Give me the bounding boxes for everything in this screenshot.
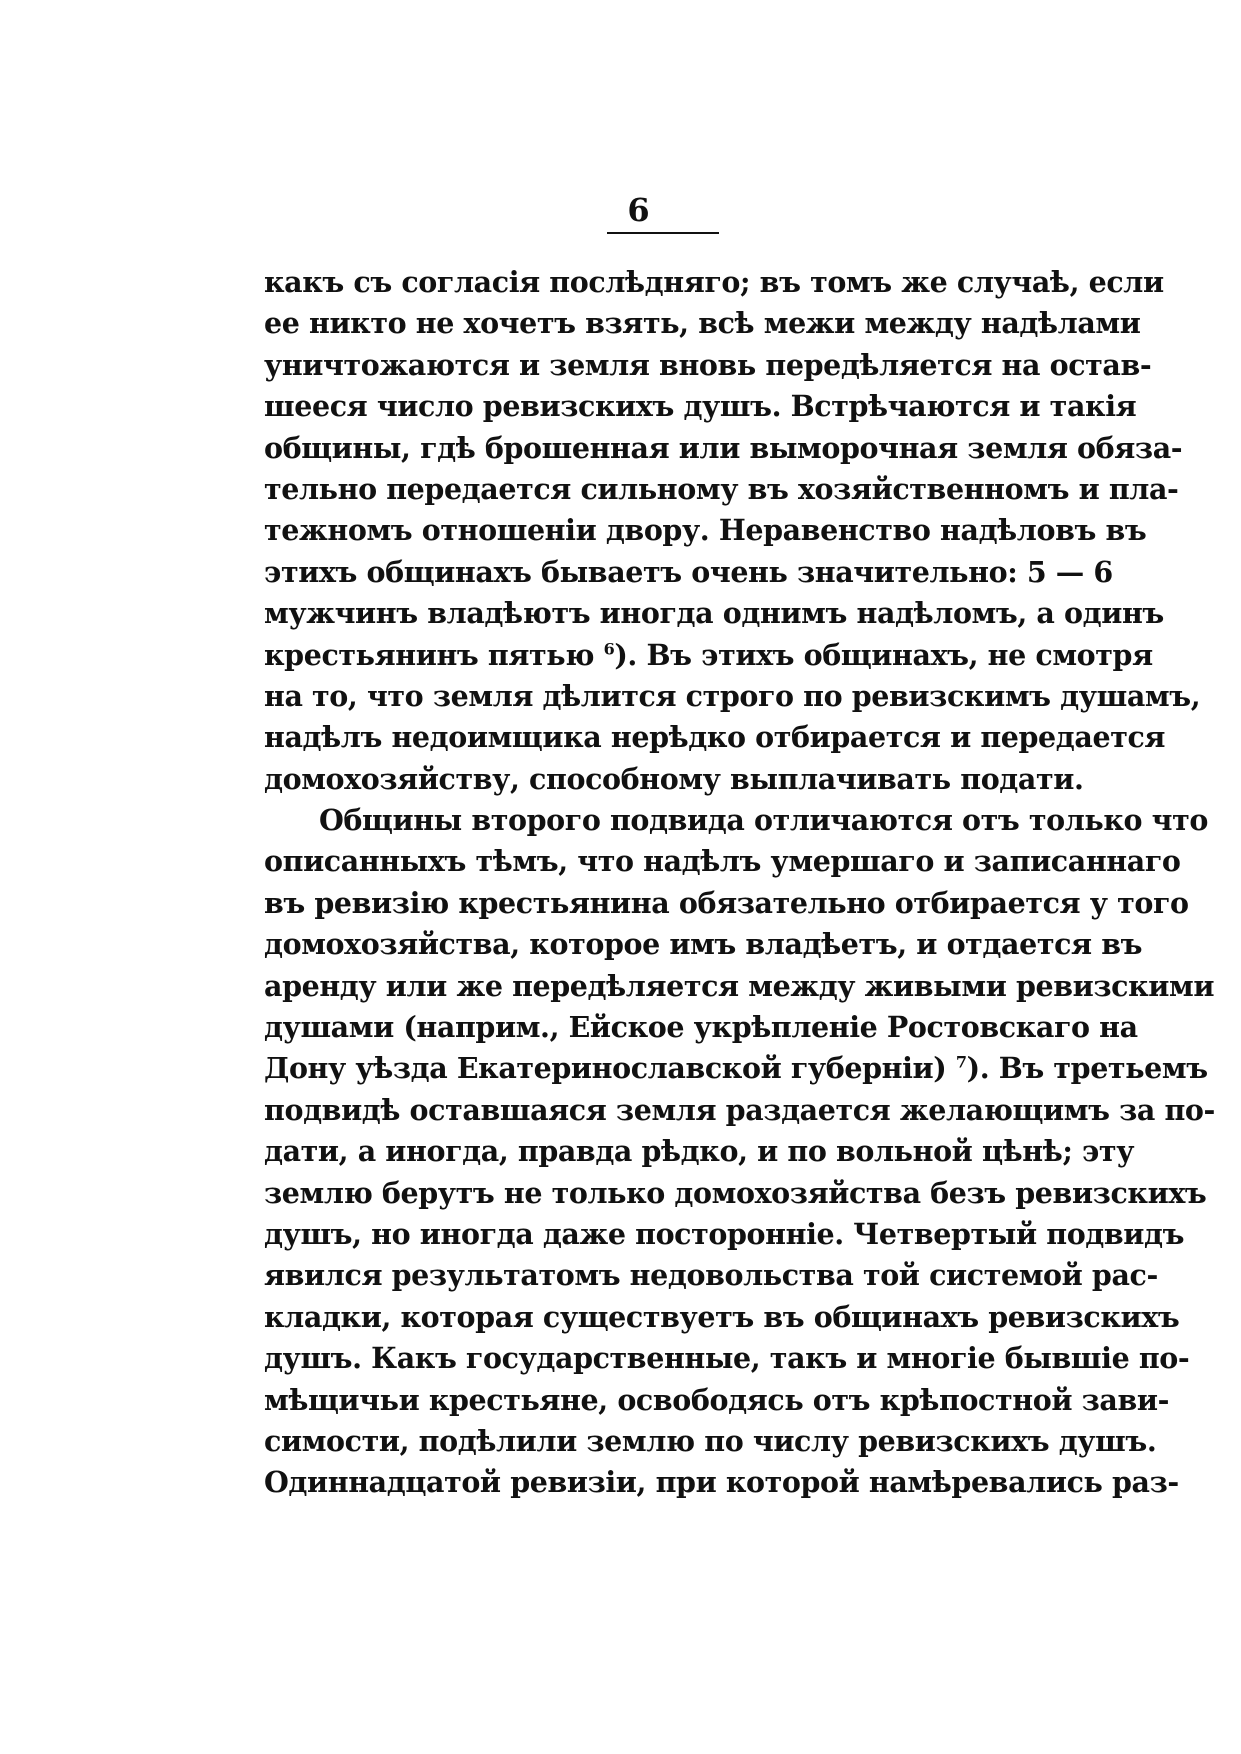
text-line: тельно передается сильному въ хозяйственномъ и пла- [264,471,1179,506]
body-text [264,262,1215,1504]
footnote-ref[interactable]: 6 [603,639,615,659]
text-line: въ ревизію крестьянина обязательно отбирается у того [264,885,1189,920]
text-line: подвидѣ оставшаяся земля раздается желающимъ за по- [264,1092,1215,1127]
text-line: этихъ общинахъ бываетъ очень значительно: 5 — 6 [264,554,1113,589]
line-segment: Дону уѣзда Екатеринославской губерніи) [264,1051,947,1086]
line-segment: крестьянинъ пятью [264,637,595,672]
text-line: надѣлъ недоимщика нерѣдко отбирается и передается [264,720,1166,755]
text-line: Общины второго подвида отличаются отъ только что [319,803,1209,838]
text-line: мѣщичьи крестьяне, освободясь отъ крѣпостной зави- [264,1382,1170,1417]
text-line: ее никто не хочетъ взять, всѣ межи между надѣлами [264,306,1141,341]
text-line: землю берутъ не только домохозяйства безъ ревизскихъ [264,1175,1207,1210]
line-segment: ). Въ этихъ общинахъ, не смотря [614,637,1153,672]
text-line-with-footnote [264,1048,1208,1089]
text-line: домохозяйства, которое имъ владѣетъ, и отдается въ [264,927,1143,962]
text-line: на то, что земля дѣлится строго по ревизскимъ душамъ, [264,678,1201,713]
text-line: шееся число ревизскихъ душъ. Встрѣчаются и такія [264,389,1137,424]
text-line: общины, гдѣ брошенная или выморочная земля обяза- [264,430,1183,465]
text-line-with-footnote [264,635,1153,676]
text-line: уничтожаются и земля вновь передѣляется на остав- [264,347,1152,382]
text-line: кладки, которая существуетъ въ общинахъ ревизскихъ [264,1299,1180,1334]
text-line: тежномъ отношеніи двору. Неравенство надѣловъ въ [264,513,1147,548]
text-line: Одиннадцатой ревизіи, при которой намѣревались раз- [264,1465,1179,1500]
text-line: явился результатомъ недовольства той системой рас- [264,1258,1158,1293]
text-line: душъ. Какъ государственные, такъ и многіе бывшіе по- [264,1341,1190,1376]
text-line: какъ съ согласія послѣдняго; въ томъ же случаѣ, если [264,265,1164,299]
text-line: симости, подѣлили землю по числу ревизскихъ душъ. [264,1423,1157,1458]
text-line: душами (наприм., Ейское укрѣпленіе Ростовскаго на [264,1010,1138,1045]
text-line: домохозяйству, способному выплачивать подати. [264,761,1084,796]
text-line: мужчинъ владѣютъ иногда однимъ надѣломъ, а одинъ [264,596,1164,631]
line-segment: ). Въ третьемъ [966,1051,1208,1086]
text-line: аренду или же передѣляется между живыми ревизскими [264,968,1215,1003]
text-line: описанныхъ тѣмъ, что надѣлъ умершаго и записаннаго [264,844,1181,879]
footnote-ref[interactable]: 7 [955,1052,967,1072]
text-line: дати, а иногда, правда рѣдко, и по вольной цѣнѣ; эту [264,1134,1135,1169]
text-line: душъ, но иногда даже посторонніе. Четвертый подвидъ [264,1216,1185,1251]
page-number: 6 [627,191,650,229]
header-rule [607,232,719,234]
